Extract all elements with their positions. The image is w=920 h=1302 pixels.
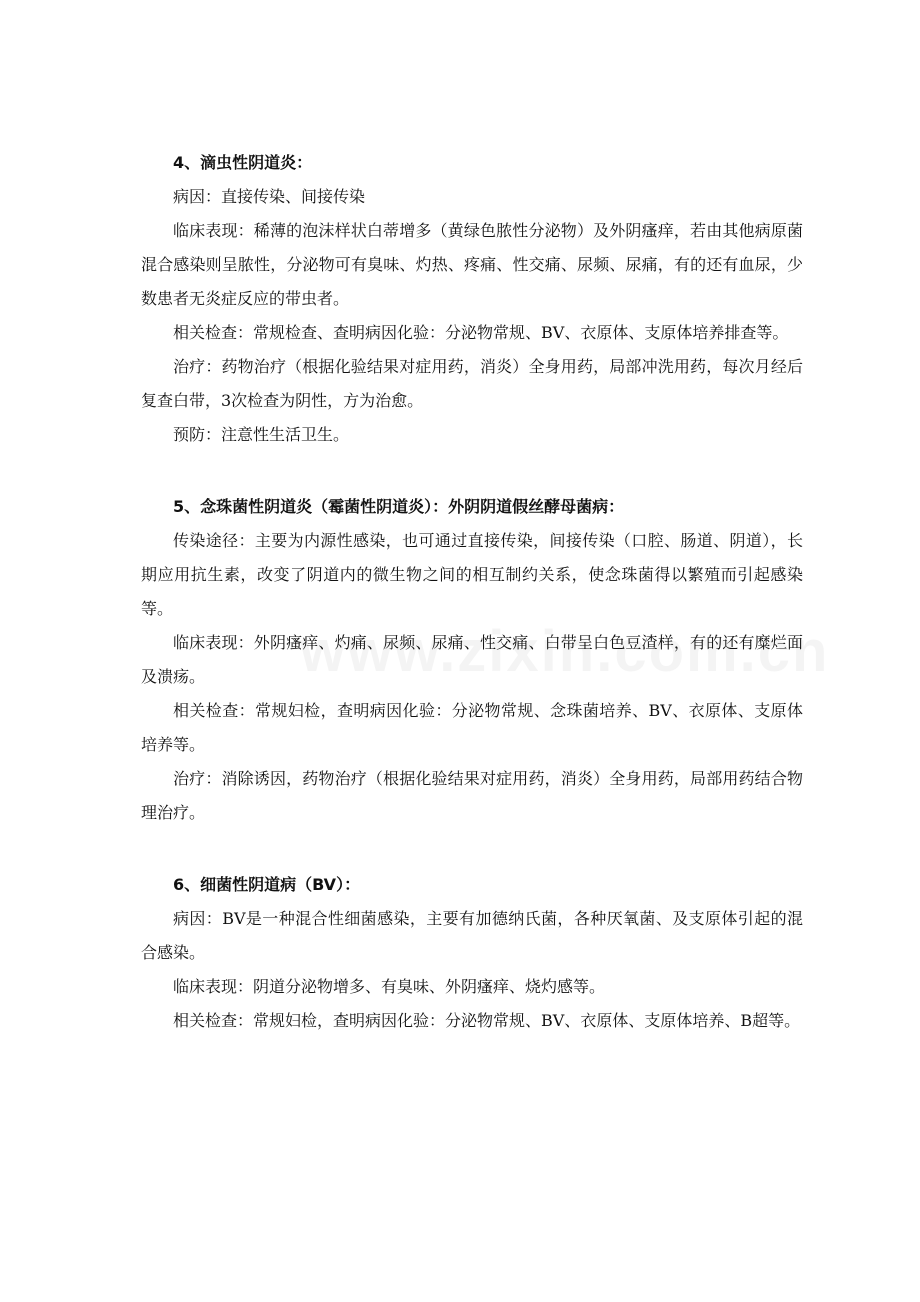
section-heading: 5、念珠菌性阴道炎（霉菌性阴道炎）：外阴阴道假丝酵母菌病：	[173, 497, 625, 516]
paragraph-prevention: 预防：注意性生活卫生。	[173, 425, 350, 444]
section-heading: 6、细菌性阴道病（BV）：	[173, 875, 361, 894]
document-body	[141, 146, 803, 1038]
section-heading: 4、滴虫性阴道炎：	[173, 153, 313, 172]
section-trichomonas-vaginitis	[141, 146, 803, 452]
paragraph-clinical: 临床表现：稀薄的泡沫样状白蒂增多（黄绿色脓性分泌物）及外阴瘙痒，若由其他病原菌混合感染则呈脓性，分泌物可有臭味、灼热、疼痛、性交痛、尿频、尿痛，有的还有血尿，少数患者无炎症反应的带虫者。	[141, 221, 803, 308]
paragraph-examination: 相关检查：常规妇检，查明病因化验：分泌物常规、BV、衣原体、支原体培养、B超等。	[173, 1011, 801, 1030]
section-bacterial-vaginosis	[141, 868, 803, 1038]
section-candida-vaginitis	[141, 490, 803, 830]
paragraph-transmission: 传染途径：主要为内源性感染，也可通过直接传染，间接传染（口腔、肠道、阴道），长期应用抗生素，改变了阴道内的微生物之间的相互制约关系，使念珠菌得以繁殖而引起感染等。	[141, 531, 803, 618]
paragraph-cause: 病因：BV是一种混合性细菌感染，主要有加德纳氏菌，各种厌氧菌、及支原体引起的混合感染。	[141, 909, 803, 962]
paragraph-examination: 相关检查：常规检查、查明病因化验：分泌物常规、BV、衣原体、支原体培养排查等。	[173, 323, 789, 342]
paragraph-cause: 病因：直接传染、间接传染	[173, 187, 366, 206]
paragraph-clinical: 临床表现：阴道分泌物增多、有臭味、外阴瘙痒、烧灼感等。	[173, 977, 606, 996]
paragraph-clinical: 临床表现：外阴瘙痒、灼痛、尿频、尿痛、性交痛、白带呈白色豆渣样，有的还有糜烂面及溃疡。	[141, 633, 803, 686]
paragraph-examination: 相关检查：常规妇检，查明病因化验：分泌物常规、念珠菌培养、BV、衣原体、支原体培养等。	[141, 701, 803, 754]
paragraph-treatment: 治疗：药物治疗（根据化验结果对症用药，消炎）全身用药，局部冲洗用药，每次月经后复查白带，3次检查为阴性，方为治愈。	[141, 357, 803, 410]
paragraph-treatment: 治疗：消除诱因，药物治疗（根据化验结果对症用药，消炎）全身用药，局部用药结合物理治疗。	[141, 769, 803, 822]
